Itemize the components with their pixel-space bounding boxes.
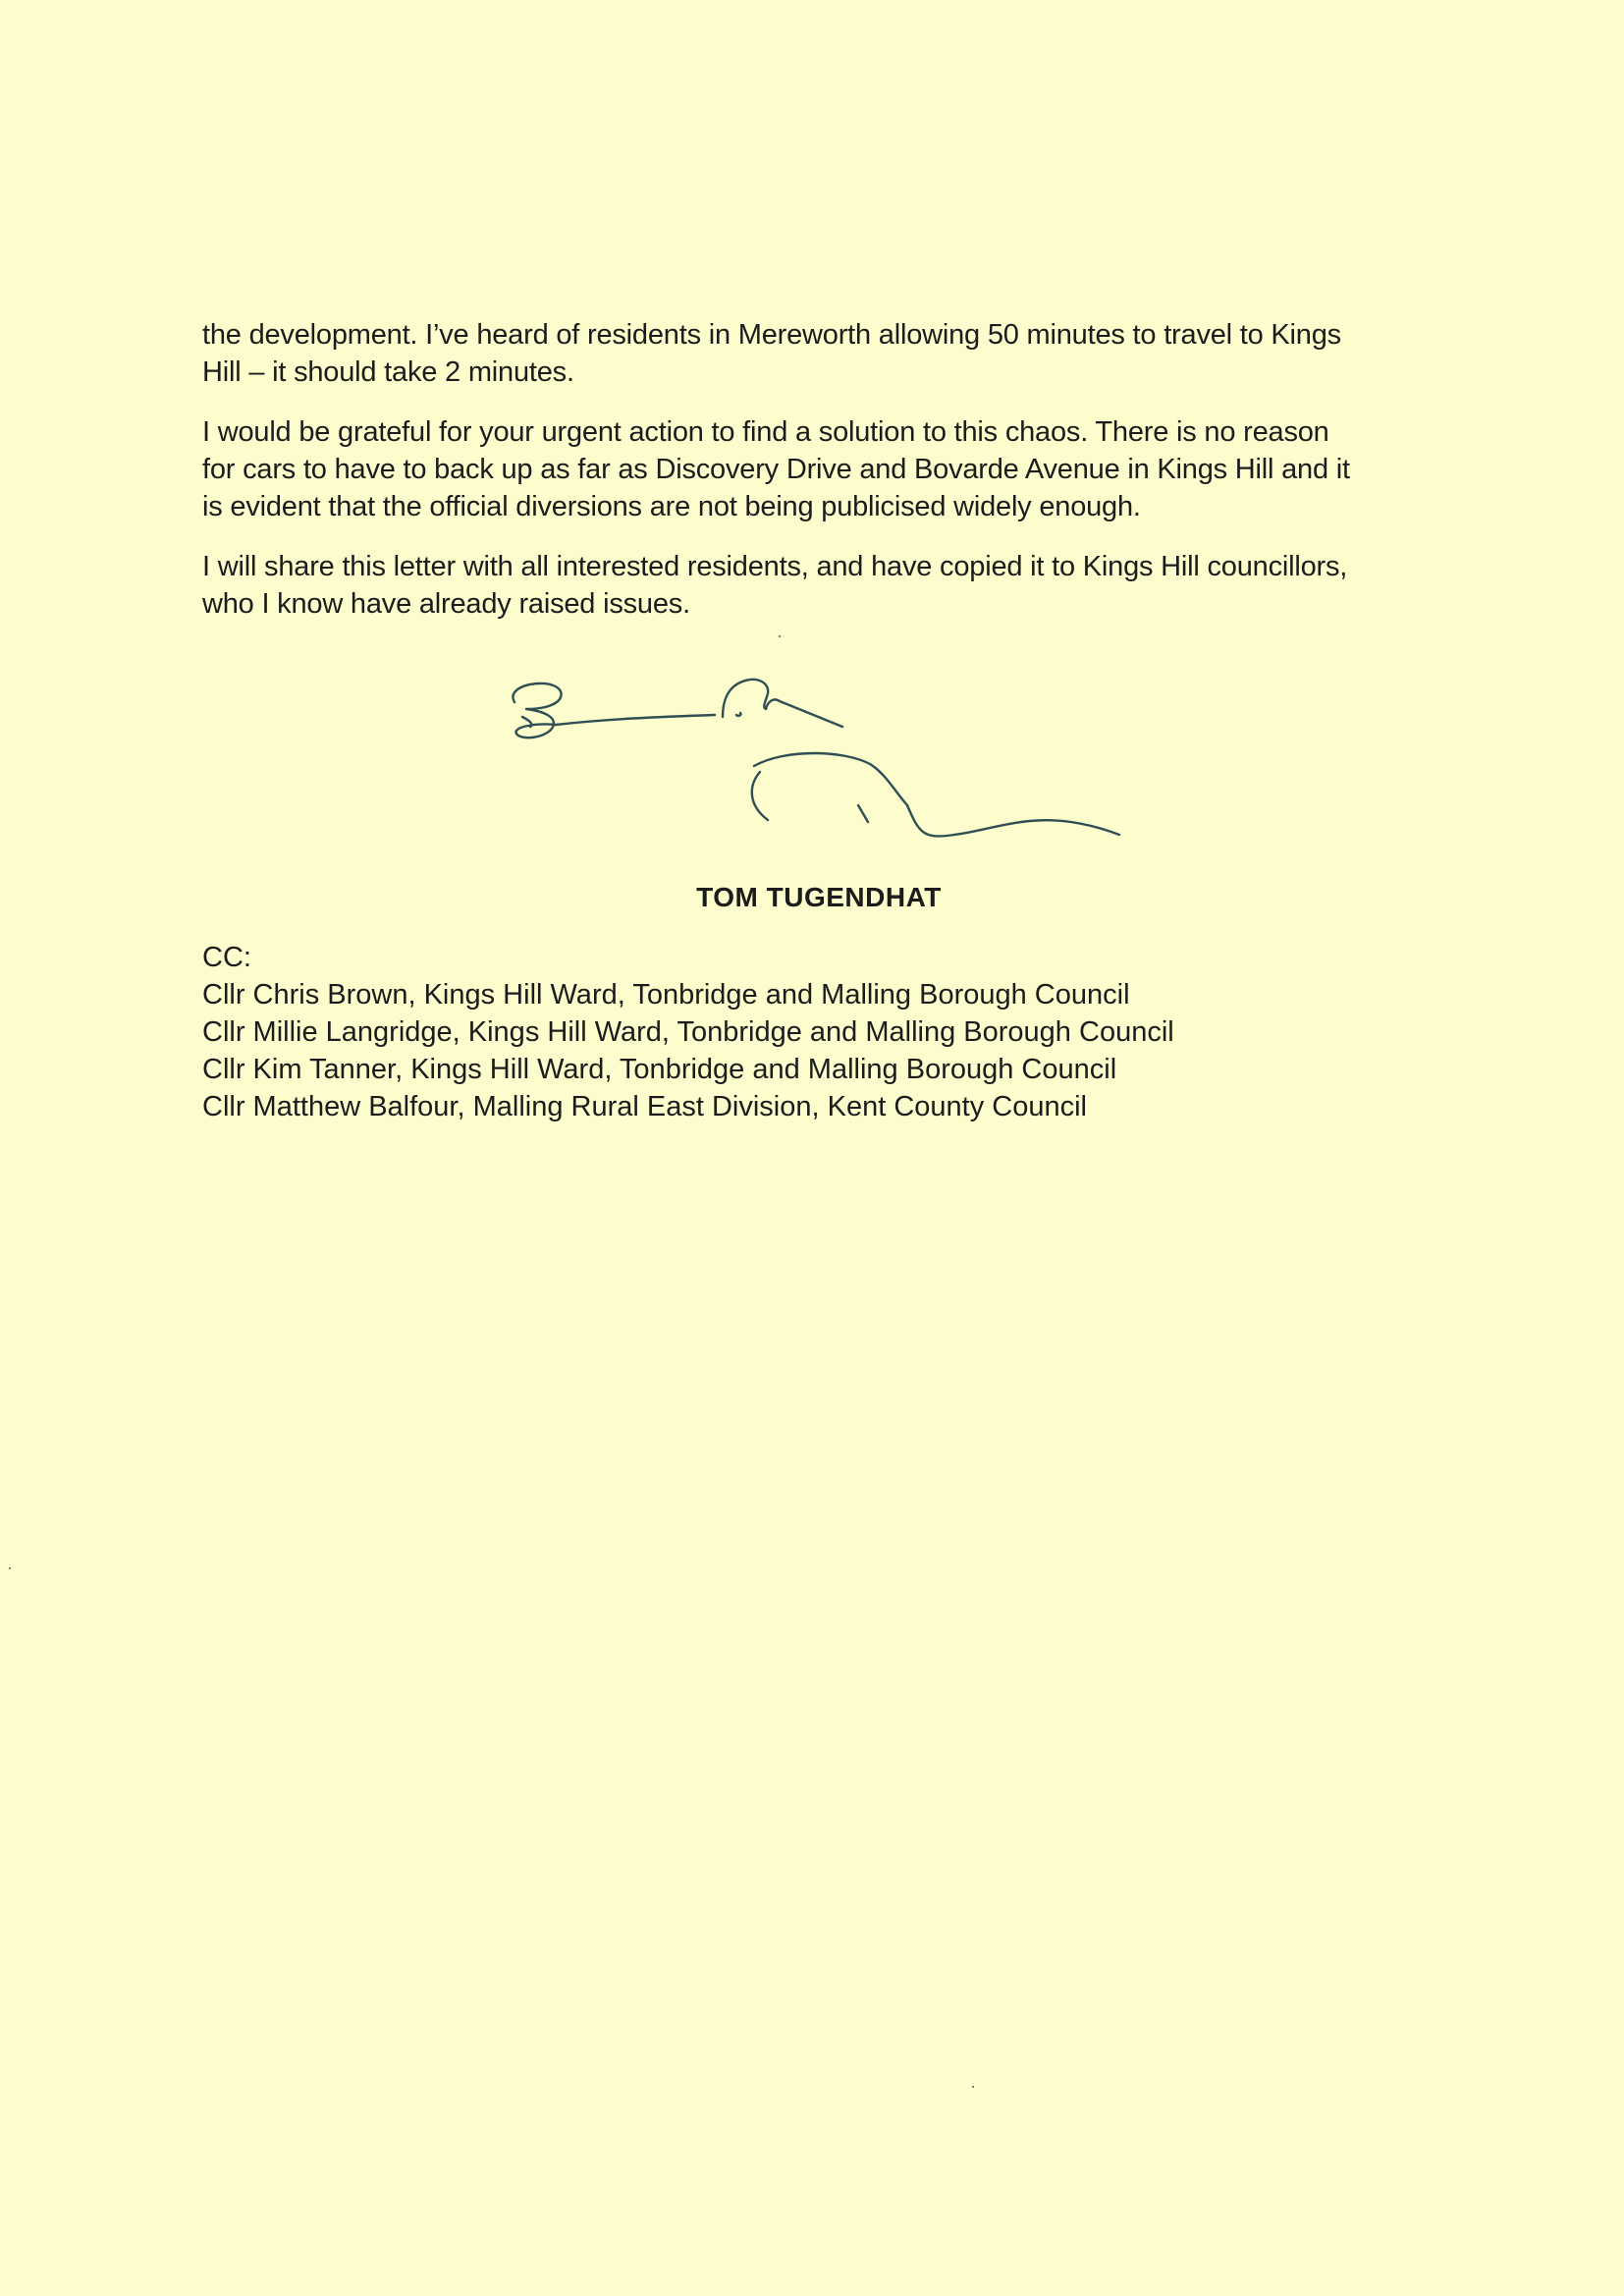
letter-paragraph: I will share this letter with all interested residents, and have copied it to Kings Hill councillors, who I know have already raised issues. xyxy=(202,551,1348,620)
handwritten-signature-icon xyxy=(491,668,1139,854)
scan-speck xyxy=(9,1567,11,1569)
cc-recipient: Cllr Millie Langridge, Kings Hill Ward, Tonbridge and Malling Borough Council xyxy=(202,1016,1174,1048)
letter-paragraph: I would be grateful for your urgent action to find a solution to this chaos. There is no reason for cars to have to back up as far as Discovery Drive and Bovarde Avenue in Kings Hill and it is evident that the official diversions are not being publicised widely enough. xyxy=(202,416,1350,522)
cc-block xyxy=(202,939,1479,1125)
cc-recipient: Cllr Kim Tanner, Kings Hill Ward, Tonbridge and Malling Borough Council xyxy=(202,1054,1117,1085)
scan-speck xyxy=(779,635,781,637)
signer-name: TOM TUGENDHAT xyxy=(696,882,942,912)
cc-recipient: Cllr Chris Brown, Kings Hill Ward, Tonbridge and Malling Borough Council xyxy=(202,979,1130,1011)
letter-paragraph: the development. I’ve heard of residents in Mereworth allowing 50 minutes to travel to Kings Hill – it should take 2 minutes. xyxy=(202,319,1341,388)
scan-speck xyxy=(972,2086,974,2088)
cc-label: CC: xyxy=(202,942,251,973)
letter-body xyxy=(202,316,1479,645)
cc-recipient: Cllr Matthew Balfour, Malling Rural East Division, Kent County Council xyxy=(202,1091,1087,1122)
